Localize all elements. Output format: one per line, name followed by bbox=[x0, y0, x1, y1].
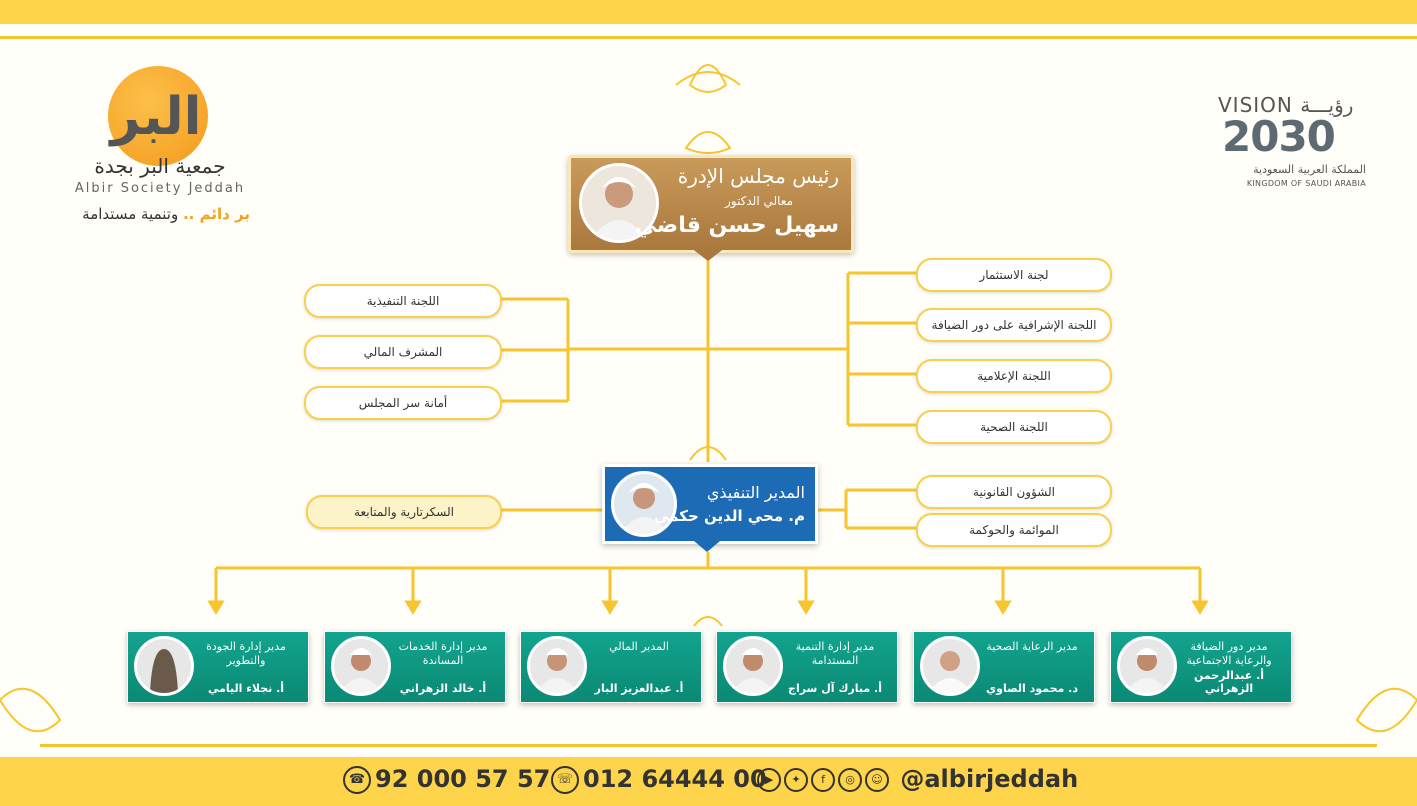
department-card bbox=[1110, 631, 1292, 703]
vision-country-english: KINGDOM OF SAUDI ARABIA bbox=[1246, 179, 1366, 188]
department-name: أ. خالد الزهراني bbox=[399, 682, 487, 695]
slogan-rest: وتنمية مستدامة bbox=[82, 205, 183, 223]
department-photo bbox=[920, 636, 980, 696]
executive-pointer bbox=[694, 541, 720, 552]
vision-country-arabic: المملكة العربية السعودية bbox=[1253, 163, 1366, 176]
logo-mark: البر bbox=[110, 87, 202, 147]
chairman-pointer bbox=[690, 247, 726, 261]
twitter-icon[interactable]: ✦ bbox=[784, 768, 808, 792]
vision-title: VISION رؤيـــة bbox=[1218, 93, 1354, 117]
footer-phone2-text: 012 64444 00 bbox=[583, 765, 767, 793]
department-name: أ. نجلاء اليامي bbox=[207, 682, 285, 695]
department-name: د. محمود الصاوي bbox=[986, 682, 1078, 695]
phone-icon: ☎ bbox=[343, 766, 371, 794]
department-role: مدير دور الضيافة والرعاية الاجتماعية bbox=[1186, 640, 1272, 667]
department-role: مدير إدارة الخدمات المساندة bbox=[398, 640, 488, 667]
footer-phone1[interactable] bbox=[343, 765, 550, 794]
chairman-title: رئيس مجلس الإدرة bbox=[677, 164, 839, 188]
chairman-name: سهيل حسن قاضي bbox=[634, 213, 839, 238]
slogan-highlight: بر دائم .. bbox=[182, 205, 250, 223]
logo-name-english: Albir Society Jeddah bbox=[74, 181, 246, 196]
executive-photo bbox=[611, 471, 677, 537]
logo-slogan bbox=[50, 205, 250, 223]
executive-name: م. محي الدين حكمي bbox=[654, 507, 805, 525]
department-role: مدير إدارة التنمية المستدامة bbox=[795, 640, 875, 667]
department-photo bbox=[527, 636, 587, 696]
board-left-item: المشرف المالي bbox=[304, 335, 502, 369]
board-left-item: أمانة سر المجلس bbox=[304, 386, 502, 420]
department-role: مدير الرعاية الصحية bbox=[986, 640, 1078, 653]
department-photo bbox=[1117, 636, 1177, 696]
footer-handle: @albirjeddah bbox=[900, 765, 1079, 793]
youtube-icon[interactable]: ▶ bbox=[757, 768, 781, 792]
department-card bbox=[913, 631, 1095, 703]
department-role: مدير إدارة الجودة والتطوير bbox=[206, 640, 286, 667]
footer-phone2[interactable] bbox=[551, 765, 767, 794]
vision-number: 2030 bbox=[1222, 112, 1335, 161]
exec-right-item: الشؤون القانونية bbox=[916, 475, 1112, 509]
department-role: المدير المالي bbox=[609, 640, 669, 653]
department-card bbox=[127, 631, 309, 703]
footer-phone1-text: 92 000 57 57 bbox=[375, 765, 551, 793]
department-name: أ. عبدالعزيز البار bbox=[594, 682, 684, 695]
instagram-icon[interactable]: ◎ bbox=[838, 768, 862, 792]
department-name: أ. عبدالرحمن الزهراني bbox=[1193, 669, 1265, 695]
logo-name-arabic: جمعية البر بجدة bbox=[94, 154, 226, 178]
board-right-item: اللجنة الإشرافية على دور الضيافة bbox=[916, 308, 1112, 342]
department-card bbox=[716, 631, 898, 703]
exec-left-item: السكرتارية والمتابعة bbox=[306, 495, 502, 529]
board-left-item: اللجنة التنفيذية bbox=[304, 284, 502, 318]
chairman-honorific: معالي الدكتور bbox=[725, 194, 793, 208]
department-photo bbox=[134, 636, 194, 696]
board-right-item: اللجنة الإعلامية bbox=[916, 359, 1112, 393]
department-card bbox=[324, 631, 506, 703]
board-right-item: لجنة الاستثمار bbox=[916, 258, 1112, 292]
executive-box bbox=[602, 464, 818, 544]
executive-title: المدير التنفيذي bbox=[706, 483, 805, 502]
chairman-box bbox=[568, 155, 854, 253]
department-name: أ. مبارك آل سراج bbox=[788, 682, 882, 695]
facebook-icon[interactable]: f bbox=[811, 768, 835, 792]
landline-icon: ☏ bbox=[551, 766, 579, 794]
department-photo bbox=[723, 636, 783, 696]
board-right-item: اللجنة الصحية bbox=[916, 410, 1112, 444]
department-photo bbox=[331, 636, 391, 696]
footer-social[interactable] bbox=[757, 765, 1078, 793]
department-card bbox=[520, 631, 702, 703]
snapchat-icon[interactable]: ☺ bbox=[865, 768, 889, 792]
exec-right-item: الموائمة والحوكمة bbox=[916, 513, 1112, 547]
